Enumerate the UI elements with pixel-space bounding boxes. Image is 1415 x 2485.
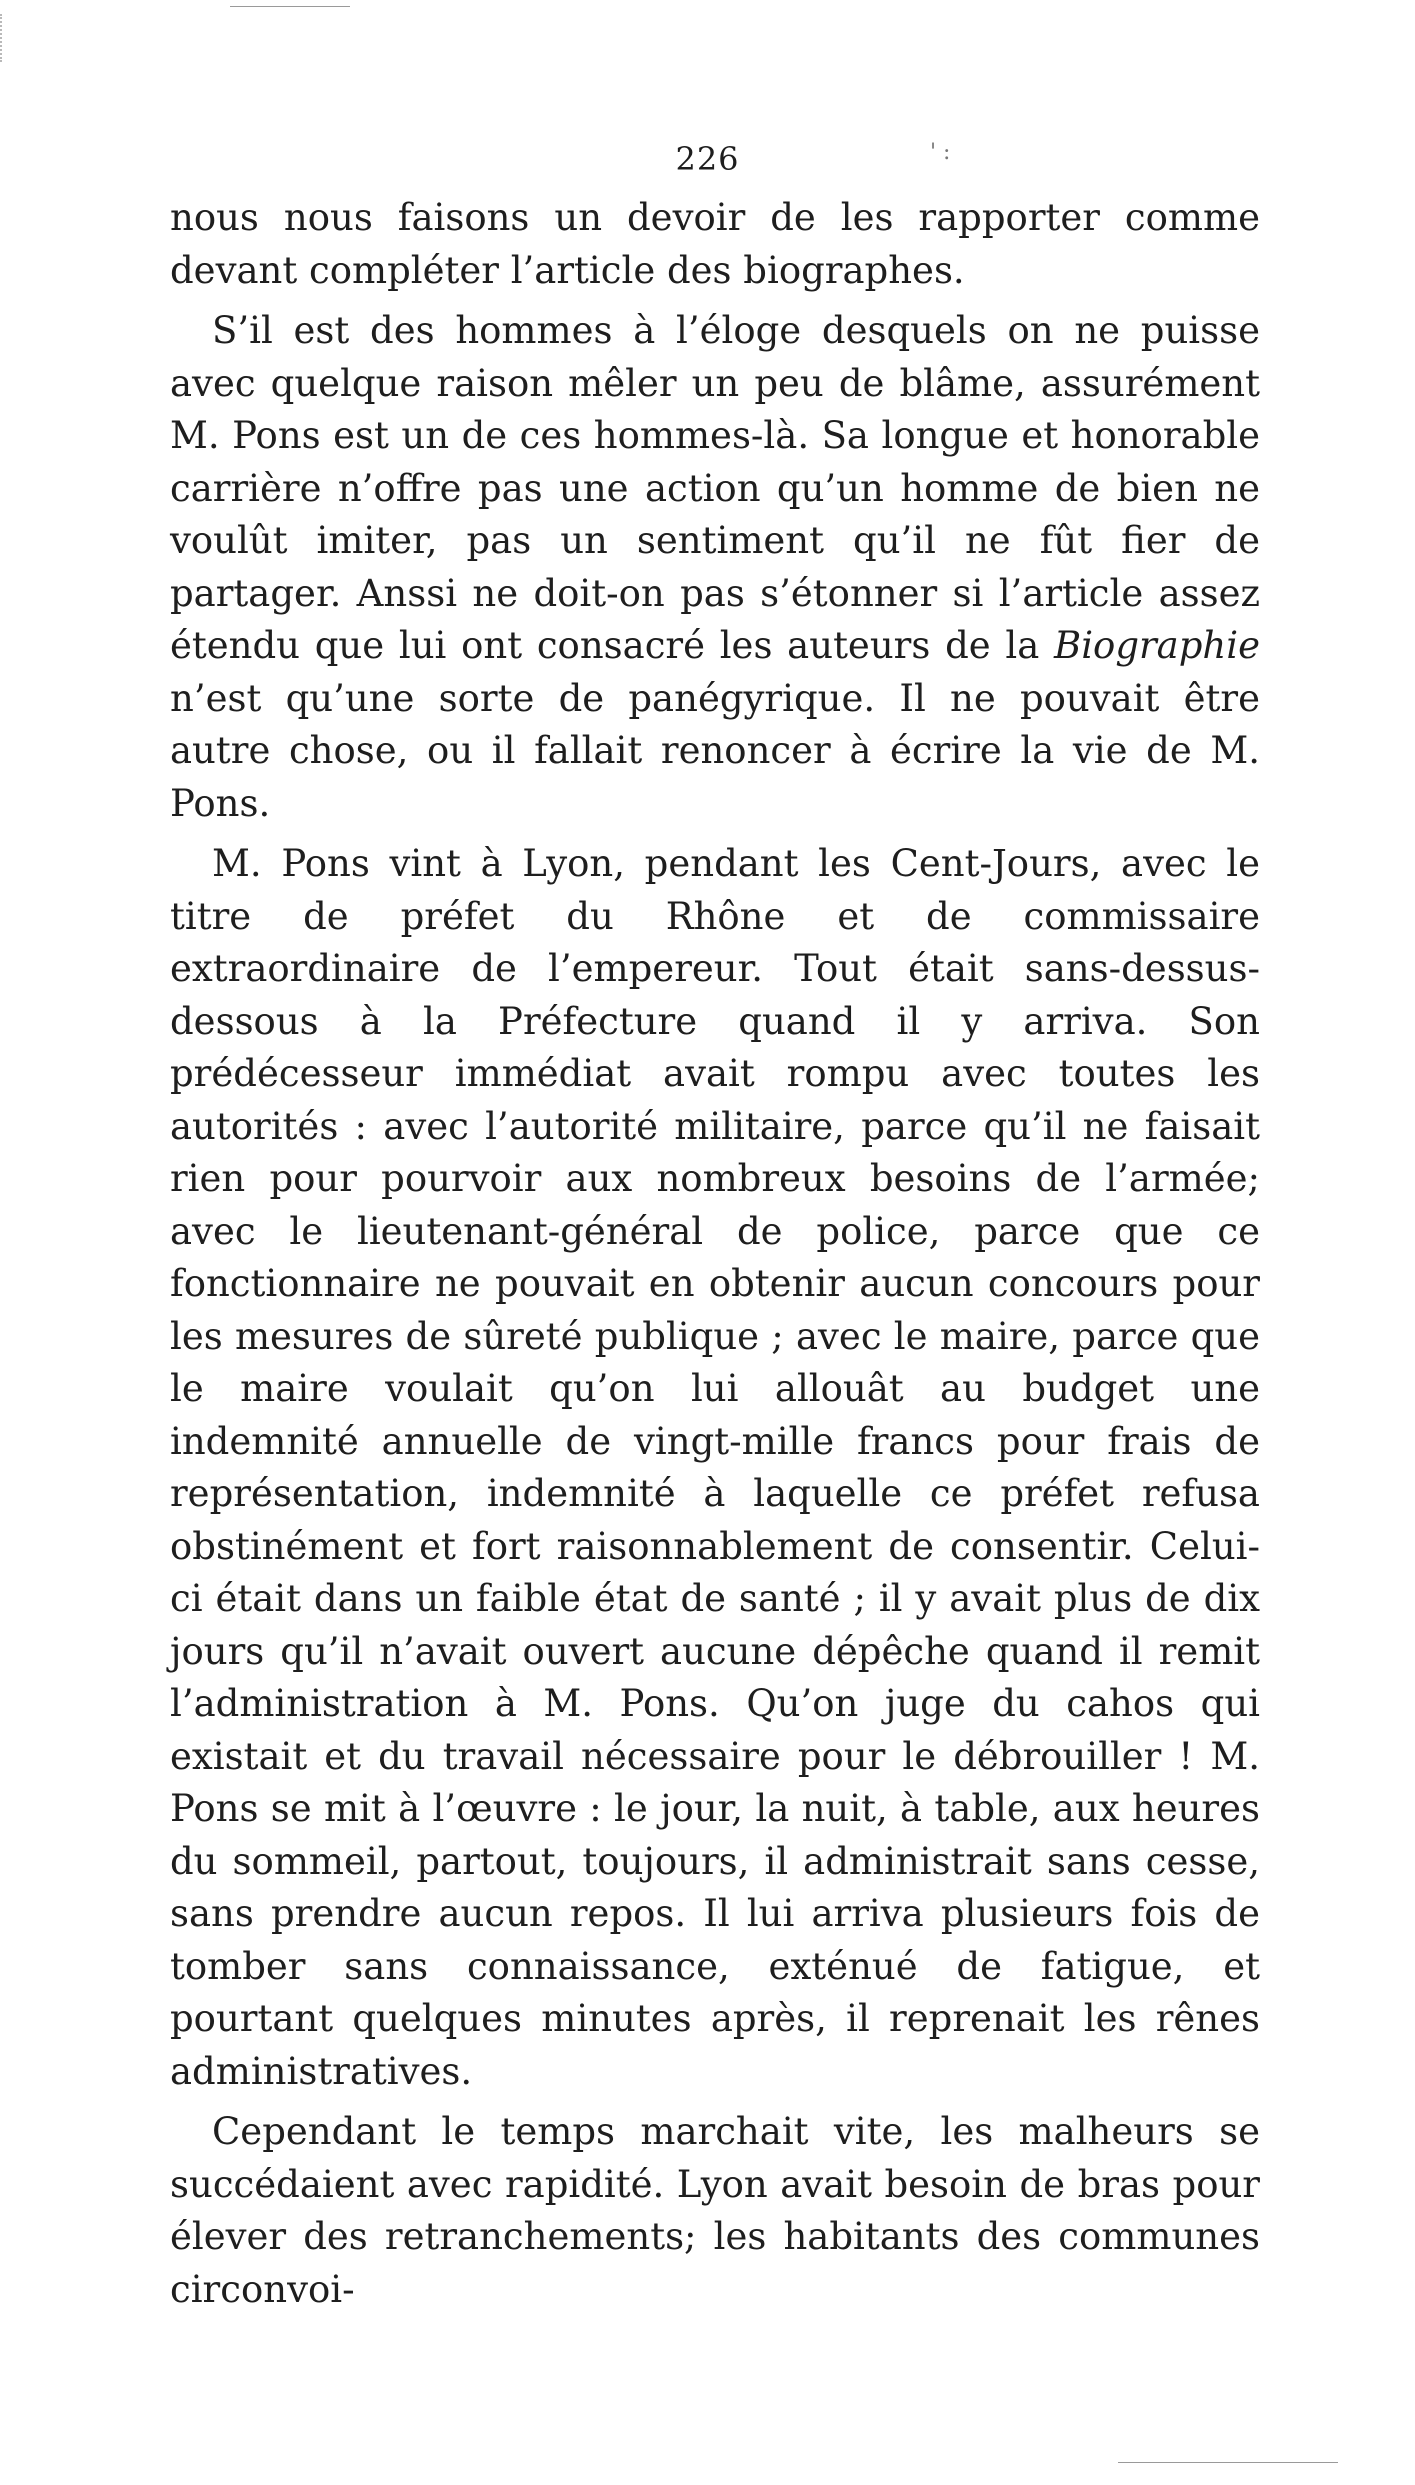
paragraph-continuation (170, 192, 1260, 297)
paragraph-text: nous nous faisons un devoir de les rapporter comme devant compléter l’article des biographes. (170, 196, 1260, 292)
page-edge-mark (0, 14, 4, 62)
paragraph-lyon (170, 838, 1260, 2098)
page-number: 226 (675, 140, 740, 178)
body-text (170, 192, 1260, 2316)
paragraph-text: Cependant le temps marchait vite, les malheurs se succédaient avec rapidité. Lyon avait besoin de bras pour élever des retranchements; les habitants des communes circonvoi- (170, 2110, 1260, 2311)
paragraph-text: S’il est des hommes à l’éloge desquels on ne puisse avec quelque raison mêler un peu de blâme, assurément M. Pons est un de ces hommes-là. Sa longue et honorable carrière n’offre pas une action qu’un homme de bien ne voulût imiter, pas un sentiment qu’il ne fût fier de partager. Anssi ne doit-on pas s’étonner si l’article assez étendu que lui ont consacré les auteurs de la (170, 309, 1260, 667)
print-speck: ' : (930, 140, 951, 165)
italic-title: Biographie (1054, 624, 1260, 667)
top-rule-line (230, 6, 350, 7)
paragraph-praise (170, 305, 1260, 830)
paragraph-cependant (170, 2106, 1260, 2316)
paragraph-text: M. Pons vint à Lyon, pendant les Cent-Jours, avec le titre de préfet du Rhône et de commissaire extraordinaire de l’empereur. Tout était sans-dessus-dessous à la Préfecture quand il y arriva. Son prédécesseur immédiat avait rompu avec toutes les autorités : avec l’autorité militaire, parce qu’il ne faisait rien pour pourvoir aux nombreux besoins de l’armée; avec le lieutenant-général de police, parce que ce fonctionnaire ne pouvait en obtenir aucun concours pour les mesures de sûreté publique ; avec le maire, parce que le maire voulait qu’on lui allouât au budget une indemnité annuelle de vingt-mille francs pour frais de représentation, indemnité à laquelle ce préfet refusa obstinément et fort raisonnablement de consentir. Celui-ci était dans un faible état de santé ; il y avait plus de dix jours qu’il n’avait ouvert aucune dépêche quand il remit l’administration à M. Pons. Qu’on juge du cahos qui existait et du travail nécessaire pour le débrouiller ! M. Pons se mit à l’œuvre : le jour, la nuit, à table, aux heures du sommeil, partout, toujours, il administrait sans cesse, sans prendre aucun repos. Il lui arriva plusieurs fois de tomber sans connaissance, exténué de fatigue, et pourtant quelques minutes après, il reprenait les rênes administratives. (170, 842, 1260, 2093)
bottom-rule-line (1118, 2462, 1338, 2463)
paragraph-text: n’est qu’une sorte de panégyrique. Il ne pouvait être autre chose, ou il fallait renoncer à écrire la vie de M. Pons. (170, 676, 1260, 825)
